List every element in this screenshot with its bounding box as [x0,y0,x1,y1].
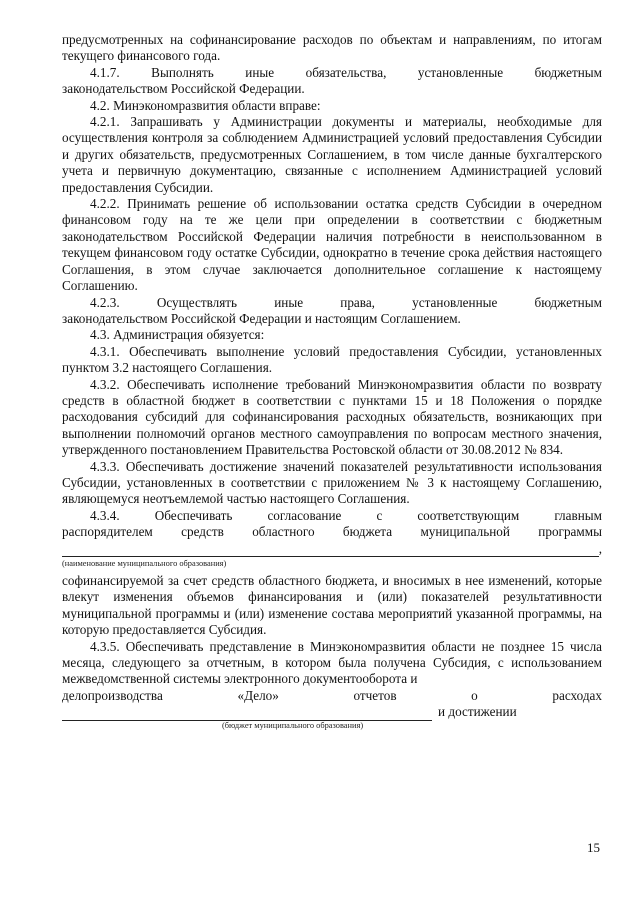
document-page [62,32,602,731]
paragraph: 4.2.1. Запрашивать у Администрации документы и материалы, необходимые для осуществления контроля за соблюдением Администрацией условий предоставления Субсидии и других обязательств, предусмотренных Соглашением, в том числе данные бухгалтерского учета и первичную документацию, связанные с исполнением Администрацией условий предоставления Субсидии. [62,114,602,195]
word: о [471,687,478,703]
word: делопроизводства [62,687,163,703]
word: Осуществлять [156,294,238,310]
word: расходах [552,687,602,703]
word: бюджетным [534,294,602,310]
word: 4.2.3. [90,294,120,310]
word: установленные [417,64,504,80]
field-hint-municipality: (наименование муниципального образования) [62,559,227,568]
paragraph: 4.3.1. Обеспечивать выполнение условий предоставления Субсидии, установленных пунктом 3.2 настоящего Соглашения. [62,343,602,376]
word: с [376,507,383,523]
word: 4.3.4. [90,507,120,523]
word: муниципальной [420,524,510,540]
word: бюджета [342,524,393,540]
field-hint-budget: (бюджет муниципального образования) [222,720,364,730]
paragraph: 4.3.5. Обеспечивать представление в Минэкономразвития области не позднее 15 числа месяца, следующего за отчетным, в котором была получена Субсидия, с использованием межведомственной системы электронного документооборота и [62,638,602,687]
word: права, [340,294,375,310]
justified-line [62,65,602,81]
justified-line [62,524,602,540]
word: «Дело» [237,687,279,703]
word: главным [554,507,602,523]
word: иные [274,294,304,310]
paragraph: 4.3.3. Обеспечивать достижение значений показателей результативности использования Субсидии, установленных в соответствии с приложением № 3 к настоящему Соглашению, являющемуся неотъемлемой частью настоящего Соглашения. [62,458,602,507]
justified-line [62,508,602,524]
word: программы [538,524,602,540]
paragraph: законодательством Российской Федерации. [62,81,305,97]
paragraph: софинансируемой за счет средств областного бюджета, и вносимых в нее изменений, которые влекут изменения объемов финансирования и (или) показателей результативности муниципальной программы и (или) изменение состава мероприятий указанной программы, на которую предоставляется Субсидия. [62,573,602,638]
paragraph: 4.3.2. Обеспечивать исполнение требований Минэкономразвития области по возврату средств в областной бюджет в соответствии с пунктами 15 и 18 Положения о порядке расходования субсидий для софинансирования расходных обязательств, возникающих при выполнении полномочий органов местного самоуправления по вопросам местного значения, утвержденного постановлением Правительства Ростовской области от 30.08.2012 № 834. [62,376,602,458]
word: обязательства, [305,64,387,80]
word: бюджетным [534,64,602,80]
word: отчетов [353,687,397,703]
justified-line [62,295,602,311]
paragraph: предусмотренных на софинансирование расходов по объектам и направлениям, по итогам текущего финансового года. [62,32,602,64]
word: иные [245,64,275,80]
word: Обеспечивать [154,507,233,523]
justified-line [62,688,602,704]
paragraph: 4.3. Администрация обязуется: [90,327,265,343]
page-number: 15 [587,840,600,855]
comma: , [598,540,602,556]
word: Выполнять [151,64,214,80]
word: распорядителем [62,524,153,540]
fill-in-line-municipality [62,541,602,557]
blank-line [62,708,432,721]
word: установленные [412,294,498,310]
word: согласование [267,507,342,523]
line-tail: и достижении [438,704,517,720]
paragraph: 4.2.2. Принимать решение об использовании остатка средств Субсидии в очередном финансовом году на те же цели при определении в соответствии с бюджетным законодательством Российской Федерации наличия потребности в неиспользованном в текущем финансовом году остатке Субсидии, однократно в течение срока действия настоящего Соглашения, в этом случае заключается дополнительное соглашение к настоящему Соглашению. [62,196,602,294]
paragraph: законодательством Российской Федерации и настоящим Соглашением. [62,310,461,326]
blank-line [62,544,599,557]
word: средств [181,524,224,540]
word: соответствующим [417,507,520,523]
word: областного [252,524,315,540]
word: 4.1.7. [90,64,120,80]
fill-in-line-budget [62,704,602,720]
paragraph: 4.2. Минэкономразвития области вправе: [90,97,321,113]
